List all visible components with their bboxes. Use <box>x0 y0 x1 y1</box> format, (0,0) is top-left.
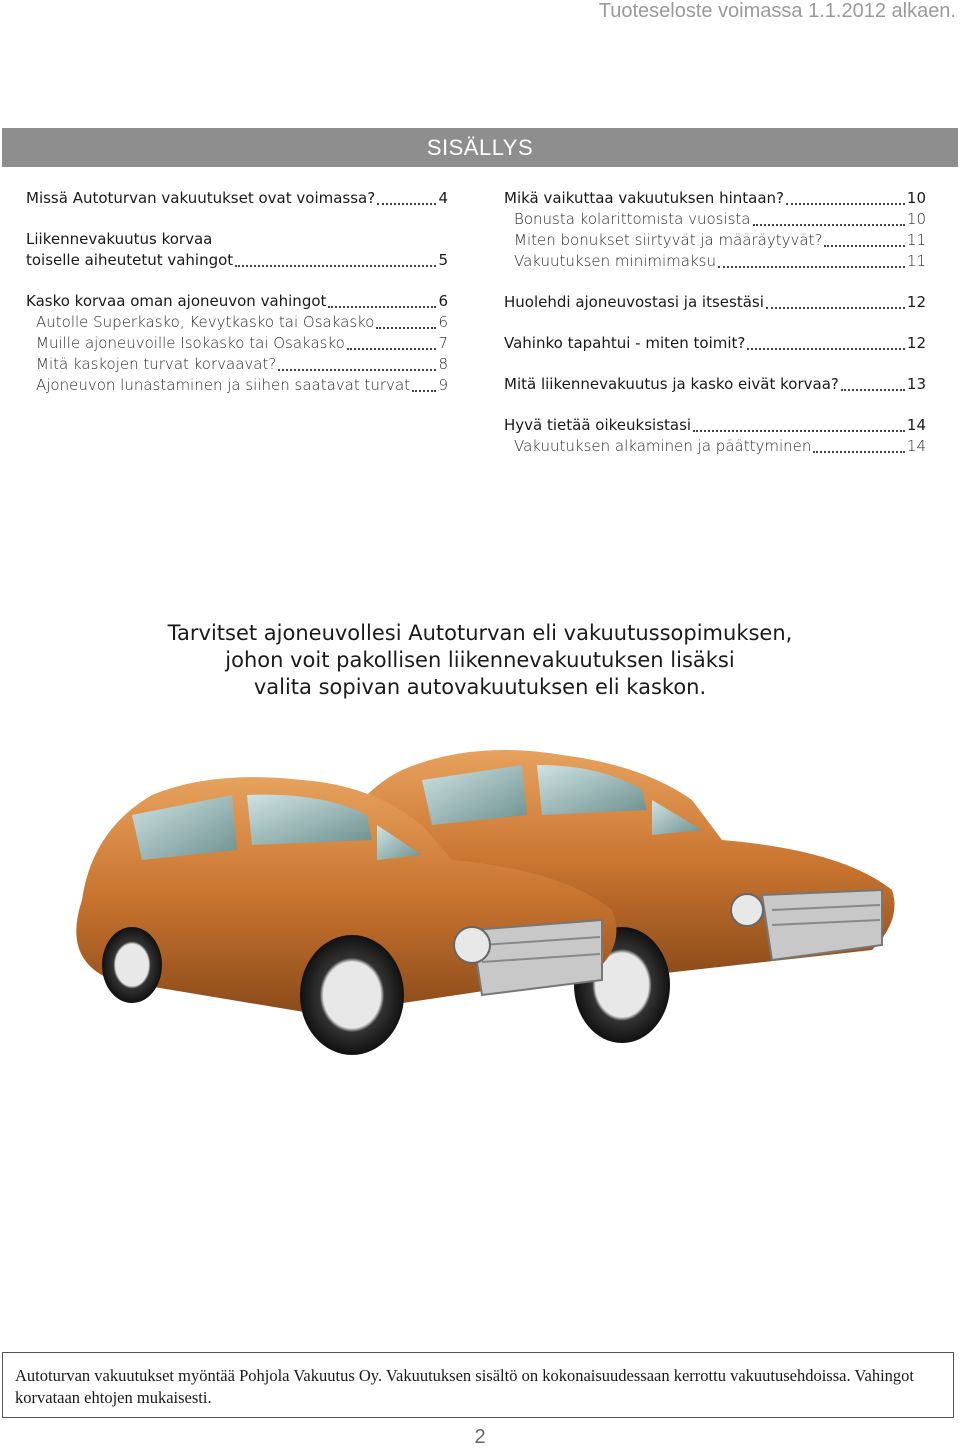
dot-leader <box>824 245 904 247</box>
toc-entry-title: Kasko korvaa oman ajoneuvon vahingot <box>26 292 327 310</box>
dot-leader <box>786 203 905 205</box>
lead-line: valita sopivan autovakuutuksen eli kaskon. <box>253 675 707 699</box>
lead-paragraph <box>0 620 960 701</box>
toc-entry-title: Autolle Superkasko, Kevytkasko tai Osakasko <box>36 313 375 331</box>
toc-entry[interactable] <box>504 333 926 354</box>
lead-line: Tarvitset ajoneuvollesi Autoturvan eli vakuutussopimuksen, <box>167 621 793 645</box>
toc-entry-title: Vakuutuksen alkaminen ja päättyminen <box>514 437 812 455</box>
toc-entry-title: Muille ajoneuvoille Isokasko tai Osakasko <box>36 334 345 352</box>
dot-leader <box>412 390 436 392</box>
dot-leader <box>235 265 436 267</box>
toc-entry-title: Hyvä tietää oikeuksistasi <box>504 416 692 434</box>
toc-entry-page: 4 <box>438 189 448 207</box>
dot-leader <box>747 348 905 350</box>
toc-entry-title: Huolehdi ajoneuvostasi ja itsestäsi <box>504 293 764 311</box>
toc-left-column <box>26 188 448 396</box>
dot-leader <box>718 266 905 268</box>
dot-leader <box>328 306 436 308</box>
toc-entry[interactable] <box>26 291 448 312</box>
toc-subentry[interactable] <box>26 354 448 375</box>
toc-subentry[interactable] <box>504 251 926 272</box>
toc-entry[interactable] <box>504 292 926 313</box>
dot-leader <box>753 224 905 226</box>
toc-entry-page: 7 <box>438 334 448 352</box>
dot-leader <box>766 307 905 309</box>
toc-subentry[interactable] <box>26 312 448 333</box>
toc-entry-page: 8 <box>438 355 448 373</box>
toc-entry-title: Bonusta kolarittomista vuosista <box>514 210 751 228</box>
toc-entry-title: Ajoneuvon lunastaminen ja siihen saatavat turvat <box>36 376 411 394</box>
toc-entry-page: 6 <box>438 292 448 310</box>
toc-entry-title: Mikä vaikuttaa vakuutuksen hintaan? <box>504 189 784 207</box>
toc-entry-page: 10 <box>906 210 926 228</box>
toc-entry-page: 5 <box>438 251 448 269</box>
issuer-disclaimer: Autoturvan vakuutukset myöntää Pohjola Vakuutus Oy. Vakuutuksen sisältö on kokonaisuudessaan kerrottu vakuutusehdoissa. Vahingot korvataan ehtojen mukaisesti. <box>2 1352 954 1418</box>
toc-entry-title: toiselle aiheutetut vahingot <box>26 251 234 269</box>
toc-subentry[interactable] <box>26 333 448 354</box>
toc-entry-page: 10 <box>906 189 926 207</box>
dot-leader <box>376 327 436 329</box>
toc-subentry[interactable] <box>504 436 926 457</box>
toc-entry-title: Missä Autoturvan vakuutukset ovat voimassa? <box>26 189 376 207</box>
toc-subentry[interactable] <box>504 230 926 251</box>
toc-right-column <box>504 188 926 457</box>
toc-entry-title: Mitä liikennevakuutus ja kasko eivät korvaa? <box>504 375 839 393</box>
toc-banner: SISÄLLYS <box>2 128 958 167</box>
toc-entry-page: 12 <box>906 334 926 352</box>
dot-leader <box>841 389 905 391</box>
dot-leader <box>347 348 437 350</box>
toc-entry[interactable] <box>504 374 926 395</box>
toc-entry[interactable] <box>504 188 926 209</box>
page-number: 2 <box>474 1426 486 1448</box>
toc-entry[interactable] <box>26 250 448 271</box>
toc-entry-page: 12 <box>906 293 926 311</box>
toc-subentry[interactable] <box>504 209 926 230</box>
toc-entry-page: 11 <box>906 252 926 270</box>
dot-leader <box>813 451 905 453</box>
toc-entry-page: 13 <box>906 375 926 393</box>
toc-entry-title: Miten bonukset siirtyvät ja määräytyvät? <box>514 231 823 249</box>
toc-entry-title-line: Liikennevakuutus korvaa <box>26 230 213 248</box>
toc-entry-page: 9 <box>438 376 448 394</box>
validity-note: Tuoteseloste voimassa 1.1.2012 alkaen. <box>598 0 956 22</box>
toc-subentry[interactable] <box>26 375 448 396</box>
dot-leader <box>278 369 436 371</box>
toc-entry-title: Vahinko tapahtui - miten toimit? <box>504 334 746 352</box>
toc-entry-page: 14 <box>906 437 926 455</box>
toc-entry-page: 14 <box>906 416 926 434</box>
vintage-cars-illustration <box>2 730 958 1060</box>
lead-line: johon voit pakollisen liikennevakuutuksen lisäksi <box>225 648 735 672</box>
dot-leader <box>377 203 436 205</box>
toc-entry-title: Vakuutuksen minimimaksu <box>514 252 716 270</box>
toc-entry-page: 11 <box>906 231 926 249</box>
dot-leader <box>693 430 905 432</box>
toc-entry-title: Mitä kaskojen turvat korvaavat? <box>36 355 277 373</box>
toc-entry[interactable] <box>504 415 926 436</box>
toc-entry-page: 6 <box>438 313 448 331</box>
toc-entry[interactable] <box>26 188 448 209</box>
